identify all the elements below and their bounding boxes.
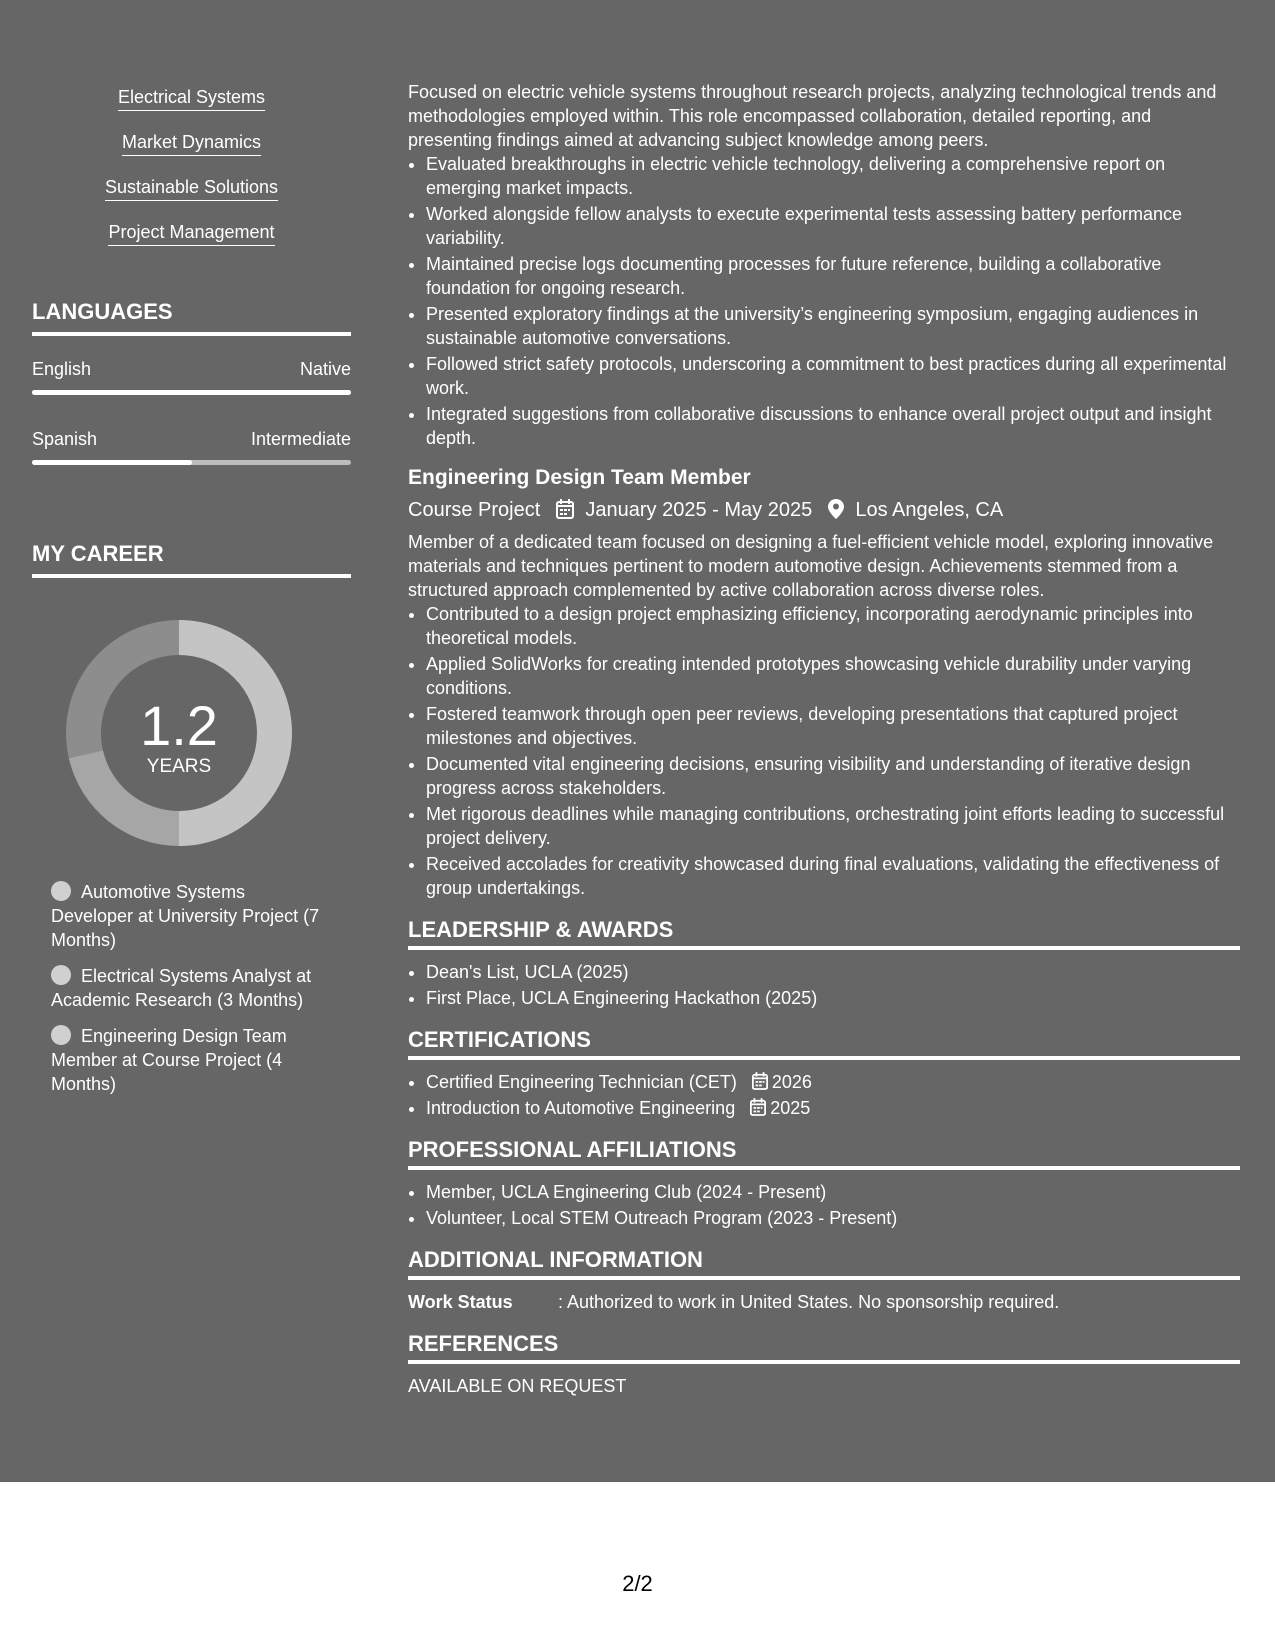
- language-bar: [32, 460, 351, 465]
- skill-item: Project Management: [108, 221, 274, 246]
- language-bar: [32, 390, 351, 395]
- leadership-list: [408, 960, 1240, 1010]
- language-name: Spanish: [32, 429, 98, 449]
- list-item: • Maintained precise logs documenting processes for future reference, building a collaborative foundation for ongoing research.: [426, 252, 1240, 300]
- list-item: • Member, UCLA Engineering Club (2024 - Present): [426, 1180, 1240, 1204]
- work-status-row: [408, 1290, 1240, 1314]
- language-level: Intermediate: [250, 429, 351, 449]
- affiliations-heading: PROFESSIONAL AFFILIATIONS: [408, 1136, 1240, 1170]
- references-heading: REFERENCES: [408, 1330, 1240, 1364]
- certifications-heading: CERTIFICATIONS: [408, 1026, 1240, 1060]
- certification-item: • Certified Engineering Technician (CET) 2026: [426, 1070, 1240, 1094]
- skill-item: Sustainable Solutions: [105, 176, 278, 201]
- list-item: • Volunteer, Local STEM Outreach Program (2023 - Present): [426, 1206, 1240, 1230]
- list-item: • Followed strict safety protocols, underscoring a commitment to best practices during all experimental work.: [426, 352, 1240, 400]
- bullet-dot-icon: [51, 881, 71, 901]
- affiliations-list: [408, 1180, 1240, 1230]
- list-item: • Fostered teamwork through open peer reviews, developing presentations that captured project milestones and objectives.: [426, 702, 1240, 750]
- job-summary: Focused on electric vehicle systems throughout research projects, analyzing technological trends and methodologies employed within. This role encompassed collaboration, detailed reporting, and presenting findings aimed at advancing subject knowledge among peers.: [408, 82, 1217, 150]
- calendar-icon: [556, 499, 574, 519]
- skill-item: Market Dynamics: [122, 131, 261, 156]
- list-item: • Applied SolidWorks for creating intended prototypes showcasing vehicle durability under varying conditions.: [426, 652, 1240, 700]
- list-item: • Contributed to a design project emphasizing efficiency, incorporating aerodynamic principles into theoretical models.: [426, 602, 1240, 650]
- career-total-value: 1.2: [140, 694, 218, 757]
- job-company: Course Project: [408, 499, 541, 521]
- list-item: • Worked alongside fellow analysts to execute experimental tests assessing battery performance variability.: [426, 202, 1240, 250]
- list-item: • Met rigorous deadlines while managing contributions, orchestrating joint efforts leading to successful project delivery.: [426, 802, 1240, 850]
- certifications-list: [408, 1070, 1240, 1120]
- list-item: • Evaluated breakthroughs in electric vehicle technology, delivering a comprehensive report on emerging market impacts.: [426, 152, 1240, 200]
- list-item: • First Place, UCLA Engineering Hackathon (2025): [426, 986, 1240, 1010]
- job-dates: January 2025 - May 2025: [585, 499, 813, 521]
- career-donut-chart: [66, 620, 292, 846]
- language-bar-fill: [32, 460, 192, 465]
- additional-info-heading: ADDITIONAL INFORMATION: [408, 1246, 1240, 1280]
- job-title: Engineering Design Team Member: [408, 466, 751, 489]
- main-content: [408, 80, 1240, 1398]
- languages-heading: LANGUAGES: [32, 298, 351, 336]
- job-summary: Member of a dedicated team focused on designing a fuel-efficient vehicle model, exploring innovative materials and techniques pertinent to modern automotive design. Achievements stemmed from a structured approach complemented by active collaboration across diverse roles.: [408, 532, 1214, 600]
- bullet-dot-icon: [51, 1025, 71, 1045]
- references-text: AVAILABLE ON REQUEST: [408, 1376, 627, 1396]
- location-pin-icon: [828, 499, 844, 519]
- career-list: [51, 880, 331, 1108]
- bullet-dot-icon: [51, 965, 71, 985]
- work-status-label: Work Status: [408, 1292, 513, 1312]
- language-bar-fill: [32, 390, 351, 395]
- job-meta: [408, 496, 1240, 524]
- list-item: • Integrated suggestions from collaborative discussions to enhance overall project output and insight depth.: [426, 402, 1240, 450]
- career-item: Automotive Systems Developer at University Project (7 Months): [51, 882, 320, 950]
- career-item: Electrical Systems Analyst at Academic Research (3 Months): [51, 966, 312, 1010]
- calendar-icon: [750, 1098, 766, 1116]
- list-item: • Documented vital engineering decisions, ensuring visibility and understanding of iterative design progress across stakeholders.: [426, 752, 1240, 800]
- list-item: • Dean's List, UCLA (2025): [426, 960, 1240, 984]
- career-heading: MY CAREER: [32, 540, 351, 578]
- leadership-heading: LEADERSHIP & AWARDS: [408, 916, 1240, 950]
- career-total-unit: YEARS: [146, 756, 212, 777]
- certification-item: • Introduction to Automotive Engineering 2025: [426, 1096, 1240, 1120]
- page-number: 2/2: [622, 1571, 653, 1596]
- language-name: English: [32, 359, 92, 379]
- skill-item: Electrical Systems: [118, 86, 265, 111]
- language-level: Native: [299, 359, 351, 379]
- job-location: Los Angeles, CA: [855, 499, 1004, 521]
- career-item: Engineering Design Team Member at Course Project (4 Months): [51, 1026, 287, 1094]
- job-bullets: [408, 152, 1240, 450]
- job-bullets: [408, 602, 1240, 900]
- work-status-value: : Authorized to work in United States. No sponsorship required.: [558, 1292, 1060, 1312]
- list-item: • Received accolades for creativity showcased during final evaluations, validating the effectiveness of group undertakings.: [426, 852, 1240, 900]
- list-item: • Presented exploratory findings at the university’s engineering symposium, engaging audiences in sustainable automotive conversations.: [426, 302, 1240, 350]
- calendar-icon: [752, 1072, 768, 1090]
- skills-list: [32, 86, 351, 266]
